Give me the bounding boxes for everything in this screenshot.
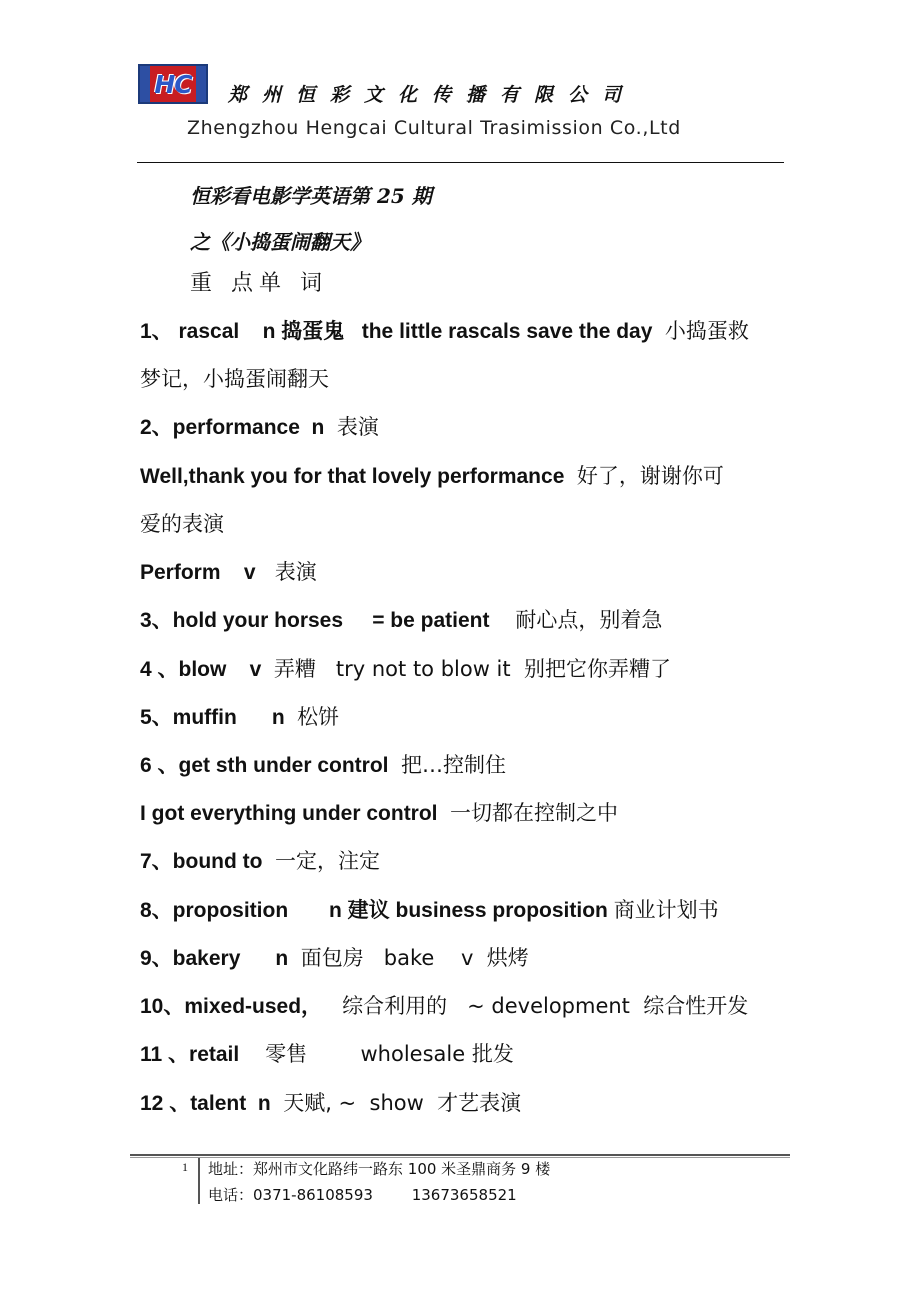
vocab-entry: 4 、blow v 弄糟 try not to blow it 别把它你弄糟了: [140, 657, 671, 681]
vocab-entry: 10、mixed-used， 综合利用的 ~ development 综合性开发: [140, 994, 749, 1018]
footer-vertical-rule: [198, 1158, 200, 1204]
footer-address: 地址：郑州市文化路纬一路东 100 米圣鼎商务 9 楼: [208, 1160, 551, 1178]
footer-divider: [130, 1154, 790, 1156]
vocab-entry: 7、bound to 一定，注定: [140, 849, 380, 873]
vocab-entry: 5、muffin n 松饼: [140, 705, 340, 729]
vocab-entry: 11 、retail 零售 wholesale 批发: [140, 1042, 514, 1066]
vocab-entry: 8、proposition n 建议 business proposition 商业计划书: [140, 898, 719, 922]
footer-phone: [208, 1184, 517, 1205]
vocab-entry: 爱的表演: [140, 512, 224, 536]
document-subtitle: 之《小捣蛋闹翻天》: [190, 230, 370, 254]
footer-phone-mobile: 13673658521: [411, 1186, 517, 1204]
logo-text: HC: [154, 69, 192, 99]
vocab-entry: 12 、talent n 天赋, ~ show 才艺表演: [140, 1091, 522, 1115]
vocab-entry: Perform v 表演: [140, 560, 317, 584]
vocab-entry: 6 、get sth under control 把…控制住: [140, 753, 507, 777]
vocab-entry: 梦记，小捣蛋闹翻天: [140, 367, 329, 391]
section-heading: 重 点单 词: [190, 271, 328, 296]
footer-phone-landline: 电话：0371-86108593: [208, 1186, 373, 1204]
vocab-entry: 2、performance n 表演: [140, 415, 379, 439]
document-title: 恒彩看电影学英语第 25 期: [190, 184, 432, 208]
company-logo: [138, 64, 208, 104]
company-name-chinese: 郑州恒彩文化传播有限公司: [228, 84, 637, 106]
vocab-entry: 9、bakery n 面包房 bake v 烘烤: [140, 946, 529, 970]
header-divider: [137, 162, 784, 163]
company-name-english: Zhengzhou Hengcai Cultural Trasimission Co.,Ltd: [187, 117, 681, 139]
vocab-entry: 3、hold your horses = be patient 耐心点，别着急: [140, 608, 663, 632]
page-number: 1: [182, 1160, 188, 1174]
vocab-entry: 1、 rascal n 捣蛋鬼 the little rascals save the day 小捣蛋救: [140, 319, 749, 343]
vocab-entry: I got everything under control 一切都在控制之中: [140, 801, 619, 825]
vocab-entry: Well,thank you for that lovely performance 好了，谢谢你可: [140, 464, 724, 488]
